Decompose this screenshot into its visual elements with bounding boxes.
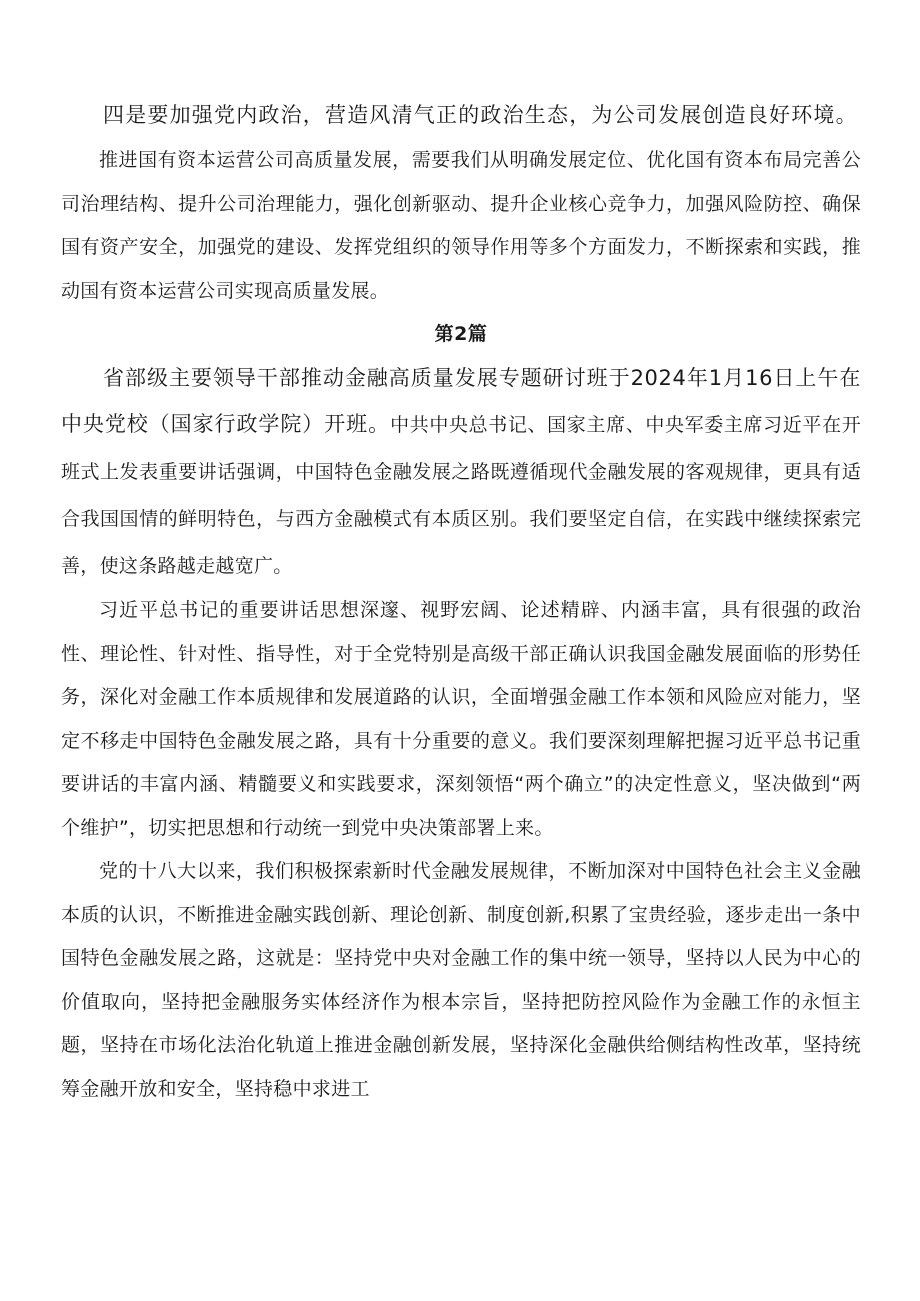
paragraph-financial-path: 党的十八大以来，我们积极探索新时代金融发展规律，不断加深对中国特色社会主义金融本质的认识，不断推进金融实践创新、理论创新、制度创新,积累了宝贵经验，逐步走出一条中国特色金融发展之路，这就是：坚持党中央对金融工作的集中统一领导，坚持以人民为中心的价值取向，坚持把金融服务实体经济作为根本宗旨，坚持把防控风险作为金融工作的永恒主题，坚持在市场化法治化轨道上推进金融创新发展，坚持深化金融供给侧结构性改革，坚持统筹金融开放和安全，坚持稳中求进工 (61, 860, 861, 1100)
paragraph-four-points: 四是要加强党内政治，营造风清气正的政治生态，为公司发展创造良好环境。 (103, 103, 858, 127)
lead-continuation: 中共中央总书记、国家主席、中央军委主席习近平在开班式上发表重要讲话强调，中国特色金融发展之路既遵循现代金融发展的客观规律，更具有适合我国国情的鲜明特色，与西方金融模式有本质区别。我们要坚定自信，在实践中继续探索完善，使这条路越走越宽广。 (61, 414, 862, 577)
document-page (61, 92, 861, 1111)
paragraph-speech-significance: 习近平总书记的重要讲话思想深邃、视野宏阔、论述精辟、内涵丰富，具有很强的政治性、理论性、针对性、指导性，对于全党特别是高级干部正确认识我国金融发展面临的形势任务，深化对金融工作本质规律和发展道路的认识，全面增强金融工作本领和风险应对能力，坚定不移走中国特色金融发展之路，具有十分重要的意义。我们要深刻理解把握习近平总书记重要讲话的丰富内涵、精髓要义和实践要求，深刻领悟“两个确立”的决定性意义，坚决做到“两个维护”，切实把思想和行动统一到党中央决策部署上来。 (61, 599, 861, 839)
paragraph-lead (61, 355, 861, 589)
lead-sentence: 省部级主要领导干部推动金融高质量发展专题研讨班于2024年1月16日上午在中央党校（国家行政学院）开班。 (61, 366, 861, 436)
paragraph-summary: 推进国有资本运营公司高质量发展，需要我们从明确发展定位、优化国有资本布局完善公司治理结构、提升公司治理能力，强化创新驱动、提升企业核心竞争力，加强风险防控、确保国有资产安全，加强党的建设、发挥党组织的领导作用等多个方面发力，不断探索和实践，推动国有资本运营公司实现高质量发展。 (61, 149, 861, 302)
section-heading: 第2篇 (434, 323, 488, 345)
